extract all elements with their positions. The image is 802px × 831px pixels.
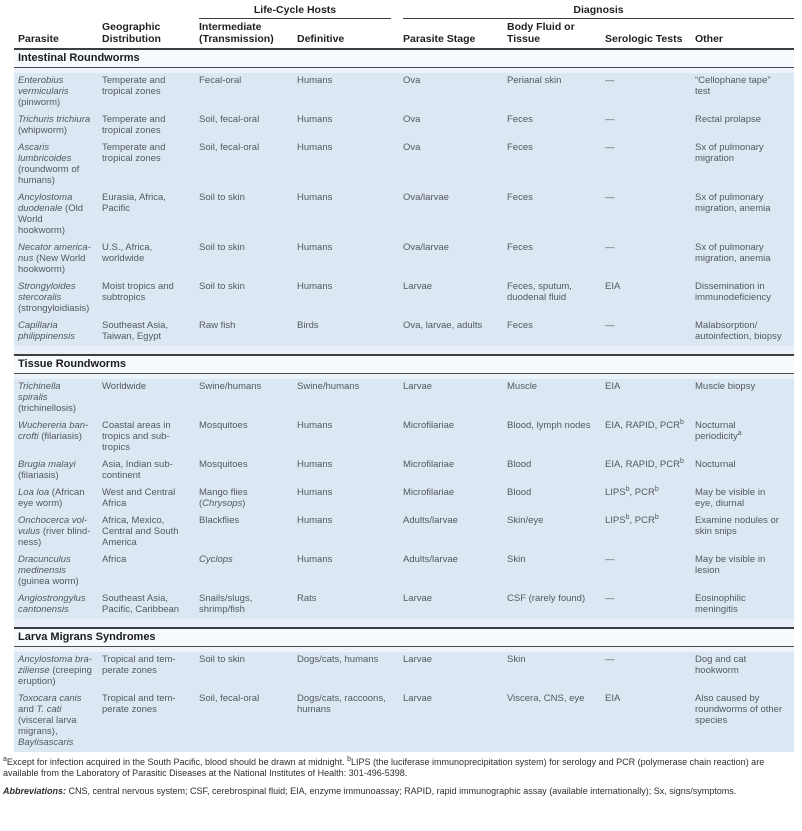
cell-definitive: Rats xyxy=(297,591,403,619)
cell-parasite: Ascaris lumbricoides (roundworm of humans) xyxy=(14,140,102,190)
cell-other: Also caused by roundworms of other species xyxy=(695,691,794,752)
cell-serologic: — xyxy=(605,318,695,346)
cell-geographic: Temperate and tropical zones xyxy=(102,112,199,140)
cell-geographic: U.S., Africa, worldwide xyxy=(102,240,199,279)
cell-definitive: Humans xyxy=(297,73,403,112)
cell-other: Dissemination in immunodeficiency xyxy=(695,279,794,318)
cell-parasite: Onchocerca volvulus (river blindness) xyxy=(14,513,102,552)
footnotes xyxy=(3,757,794,797)
cell-geographic: Southeast Asia, Taiwan, Egypt xyxy=(102,318,199,346)
table-row xyxy=(14,318,794,346)
cell-serologic: — xyxy=(605,112,695,140)
table-row xyxy=(14,457,794,485)
cell-stage: Larvae xyxy=(403,279,507,318)
cell-parasite: Capillaria philippinensis xyxy=(14,318,102,346)
cell-body_fluid: Feces xyxy=(507,140,605,190)
cell-other: May be visible in lesion xyxy=(695,552,794,591)
cell-serologic: EIA, RAPID, PCR$^b$ xyxy=(605,418,695,457)
cell-body_fluid: Blood, lymph nodes xyxy=(507,418,605,457)
cell-intermediate: Soil, fecal-oral xyxy=(199,691,297,752)
cell-body_fluid: Blood xyxy=(507,457,605,485)
section-header-row xyxy=(14,628,794,647)
table-row xyxy=(14,190,794,240)
table-row xyxy=(14,418,794,457)
column-header: Serologic Tests xyxy=(605,21,695,49)
cell-other: Dog and cat hookworm xyxy=(695,652,794,691)
cell-serologic: — xyxy=(605,652,695,691)
cell-stage: Microfilariae xyxy=(403,457,507,485)
cell-other: May be visible in eye, diurnal xyxy=(695,485,794,513)
cell-parasite: Trichuris trichiura (whipworm) xyxy=(14,112,102,140)
column-header-row xyxy=(14,21,794,49)
cell-stage: Larvae xyxy=(403,591,507,619)
cell-intermediate: Soil, fecal-oral xyxy=(199,140,297,190)
cell-other: Muscle biopsy xyxy=(695,379,794,418)
cell-other: Sx of pulmonary migration, anemia xyxy=(695,240,794,279)
cell-serologic: — xyxy=(605,73,695,112)
cell-other: Examine nodules or skin snips xyxy=(695,513,794,552)
cell-body_fluid: Skin xyxy=(507,652,605,691)
cell-intermediate: Mango flies (Chrysops) xyxy=(199,485,297,513)
cell-other: Sx of pulmonary migration xyxy=(695,140,794,190)
cell-body_fluid: Skin xyxy=(507,552,605,591)
cell-body_fluid: Perianal skin xyxy=(507,73,605,112)
cell-body_fluid: Feces xyxy=(507,190,605,240)
cell-serologic: — xyxy=(605,190,695,240)
cell-definitive: Humans xyxy=(297,418,403,457)
cell-other: Sx of pulmonary migration, anemia xyxy=(695,190,794,240)
cell-parasite: Strongyloides stercoralis (strongyloidiasis) xyxy=(14,279,102,318)
cell-geographic: Moist tropics and subtropics xyxy=(102,279,199,318)
cell-stage: Larvae xyxy=(403,691,507,752)
cell-definitive: Birds xyxy=(297,318,403,346)
cell-definitive: Humans xyxy=(297,279,403,318)
cell-stage: Ova, larvae, adults xyxy=(403,318,507,346)
table-row xyxy=(14,513,794,552)
cell-definitive: Swine/humans xyxy=(297,379,403,418)
column-header: Parasite xyxy=(14,21,102,49)
cell-serologic: — xyxy=(605,552,695,591)
cell-parasite: Enterobius vermicularis (pinworm) xyxy=(14,73,102,112)
table-row xyxy=(14,73,794,112)
cell-intermediate: Soil to skin xyxy=(199,240,297,279)
cell-stage: Larvae xyxy=(403,652,507,691)
cell-stage: Ova xyxy=(403,73,507,112)
group-header-spacer xyxy=(14,4,199,21)
column-header: Other xyxy=(695,21,794,49)
cell-intermediate: Soil to skin xyxy=(199,652,297,691)
group-header-label: Diagnosis xyxy=(403,4,794,19)
cell-definitive: Humans xyxy=(297,513,403,552)
cell-parasite: Necator americanus (New World hookworm) xyxy=(14,240,102,279)
cell-other: Malabsorption/ autoinfection, biopsy xyxy=(695,318,794,346)
cell-geographic: Africa xyxy=(102,552,199,591)
cell-parasite: Wuchereria bancrofti (filariasis) xyxy=(14,418,102,457)
cell-intermediate: Cyclops xyxy=(199,552,297,591)
section-header-row xyxy=(14,355,794,374)
cell-other: Nocturnal xyxy=(695,457,794,485)
table-head xyxy=(14,4,794,49)
group-header xyxy=(403,4,794,21)
group-header-row xyxy=(14,4,794,21)
table-row xyxy=(14,485,794,513)
cell-intermediate: Snails/slugs, shrimp/fish xyxy=(199,591,297,619)
cell-definitive: Humans xyxy=(297,485,403,513)
cell-other: “Cellophane tape” test xyxy=(695,73,794,112)
table-row xyxy=(14,112,794,140)
cell-serologic: LIPS$^b$, PCR$^b$ xyxy=(605,513,695,552)
cell-body_fluid: Blood xyxy=(507,485,605,513)
cell-parasite: Ancylostoma braziliense (creeping eruption) xyxy=(14,652,102,691)
cell-body_fluid: Skin/eye xyxy=(507,513,605,552)
cell-intermediate: Blackflies xyxy=(199,513,297,552)
section-title: Intestinal Roundworms xyxy=(14,49,794,68)
cell-other: Nocturnal periodicity$^a$ xyxy=(695,418,794,457)
table-row xyxy=(14,691,794,752)
section-header-row xyxy=(14,49,794,68)
cell-body_fluid: Feces xyxy=(507,112,605,140)
cell-geographic: Tropical and temperate zones xyxy=(102,652,199,691)
cell-parasite: Trichinella spiralis (trichinellosis) xyxy=(14,379,102,418)
cell-parasite: Dracunculus medinensis (guinea worm) xyxy=(14,552,102,591)
cell-stage: Ova/larvae xyxy=(403,240,507,279)
cell-definitive: Humans xyxy=(297,457,403,485)
cell-geographic: West and Central Africa xyxy=(102,485,199,513)
table-row xyxy=(14,552,794,591)
cell-geographic: Eurasia, Africa, Pacific xyxy=(102,190,199,240)
cell-parasite: Loa loa (African eye worm) xyxy=(14,485,102,513)
cell-intermediate: Raw fish xyxy=(199,318,297,346)
table-body xyxy=(14,49,794,752)
cell-serologic: EIA xyxy=(605,379,695,418)
footnote-abbreviations xyxy=(3,786,794,797)
cell-serologic: EIA xyxy=(605,691,695,752)
cell-definitive: Dogs/cats, raccoons, humans xyxy=(297,691,403,752)
cell-parasite: Brugia malayi (filariasis) xyxy=(14,457,102,485)
cell-intermediate: Fecal-oral xyxy=(199,73,297,112)
cell-stage: Adults/larvae xyxy=(403,552,507,591)
section-title: Tissue Roundworms xyxy=(14,355,794,374)
table-row xyxy=(14,240,794,279)
cell-intermediate: Swine/humans xyxy=(199,379,297,418)
cell-intermediate: Soil to skin xyxy=(199,279,297,318)
column-header: Intermediate (Transmission) xyxy=(199,21,297,49)
cell-body_fluid: Viscera, CNS, eye xyxy=(507,691,605,752)
cell-stage: Microfilariae xyxy=(403,418,507,457)
cell-geographic: Asia, Indian subcontinent xyxy=(102,457,199,485)
cell-geographic: Tropical and temperate zones xyxy=(102,691,199,752)
cell-body_fluid: Feces xyxy=(507,240,605,279)
cell-stage: Microfilariae xyxy=(403,485,507,513)
cell-other: Rectal prolapse xyxy=(695,112,794,140)
column-header: Parasite Stage xyxy=(403,21,507,49)
cell-geographic: Temperate and tropical zones xyxy=(102,73,199,112)
cell-geographic: Temperate and tropical zones xyxy=(102,140,199,190)
cell-other: Eosinophilic meningitis xyxy=(695,591,794,619)
cell-serologic: — xyxy=(605,140,695,190)
cell-body_fluid: Feces, sputum, duodenal fluid xyxy=(507,279,605,318)
cell-definitive: Humans xyxy=(297,190,403,240)
cell-intermediate: Mosquitoes xyxy=(199,457,297,485)
table-row xyxy=(14,140,794,190)
table-row xyxy=(14,379,794,418)
cell-geographic: Africa, Mexico, Central and South America xyxy=(102,513,199,552)
cell-geographic: Southeast Asia, Pacific, Caribbean xyxy=(102,591,199,619)
cell-definitive: Humans xyxy=(297,140,403,190)
cell-definitive: Humans xyxy=(297,112,403,140)
cell-serologic: — xyxy=(605,240,695,279)
section-gap xyxy=(14,346,794,355)
cell-body_fluid: Feces xyxy=(507,318,605,346)
cell-parasite: Toxocara canis and T. cati (visceral larva migrans), Baylisascaris xyxy=(14,691,102,752)
cell-intermediate: Soil to skin xyxy=(199,190,297,240)
cell-stage: Ova/larvae xyxy=(403,190,507,240)
cell-intermediate: Mosquitoes xyxy=(199,418,297,457)
cell-stage: Ova xyxy=(403,140,507,190)
cell-definitive: Humans xyxy=(297,552,403,591)
cell-stage: Adults/larvae xyxy=(403,513,507,552)
table-row xyxy=(14,652,794,691)
group-header-label: Life-Cycle Hosts xyxy=(199,4,391,19)
cell-stage: Ova xyxy=(403,112,507,140)
cell-definitive: Humans xyxy=(297,240,403,279)
column-header: Body Fluid or Tissue xyxy=(507,21,605,49)
cell-body_fluid: Muscle xyxy=(507,379,605,418)
section-title: Larva Migrans Syndromes xyxy=(14,628,794,647)
cell-parasite: Ancylostoma duodenale (Old World hookworm) xyxy=(14,190,102,240)
roundworms-table xyxy=(14,4,794,752)
cell-body_fluid: CSF (rarely found) xyxy=(507,591,605,619)
table-row xyxy=(14,279,794,318)
cell-parasite: Angiostrongylus cantonensis xyxy=(14,591,102,619)
cell-intermediate: Soil, fecal-oral xyxy=(199,112,297,140)
cell-serologic: EIA, RAPID, PCR$^b$ xyxy=(605,457,695,485)
cell-serologic: — xyxy=(605,591,695,619)
cell-definitive: Dogs/cats, humans xyxy=(297,652,403,691)
group-header xyxy=(199,4,403,21)
section-gap xyxy=(14,619,794,628)
cell-serologic: LIPS$^b$, PCR$^b$ xyxy=(605,485,695,513)
table-row xyxy=(14,591,794,619)
column-header: Geographic Distribution xyxy=(102,21,199,49)
abbreviations-label: Abbreviations: xyxy=(3,786,67,796)
cell-serologic: EIA xyxy=(605,279,695,318)
cell-geographic: Worldwide xyxy=(102,379,199,418)
column-header: Definitive xyxy=(297,21,403,49)
footnote-general: $^a$Except for infection acquired in the South Pacific, blood should be drawn at midnight. $^b$LIPS (the luciferase immunoprecipitation system) for serology and PCR (polymerase chain reaction) are available from the Laboratory of Parasitic Diseases at the National Institutes of Health: 301-496-5398. xyxy=(3,756,765,778)
cell-geographic: Coastal areas in tropics and subtropics xyxy=(102,418,199,457)
abbreviations-text: CNS, central nervous system; CSF, cerebrospinal fluid; EIA, enzyme immunoassay; RAPID, rapid immunographic assay (available internationally); Sx, signs/symptoms. xyxy=(66,786,737,796)
cell-stage: Larvae xyxy=(403,379,507,418)
